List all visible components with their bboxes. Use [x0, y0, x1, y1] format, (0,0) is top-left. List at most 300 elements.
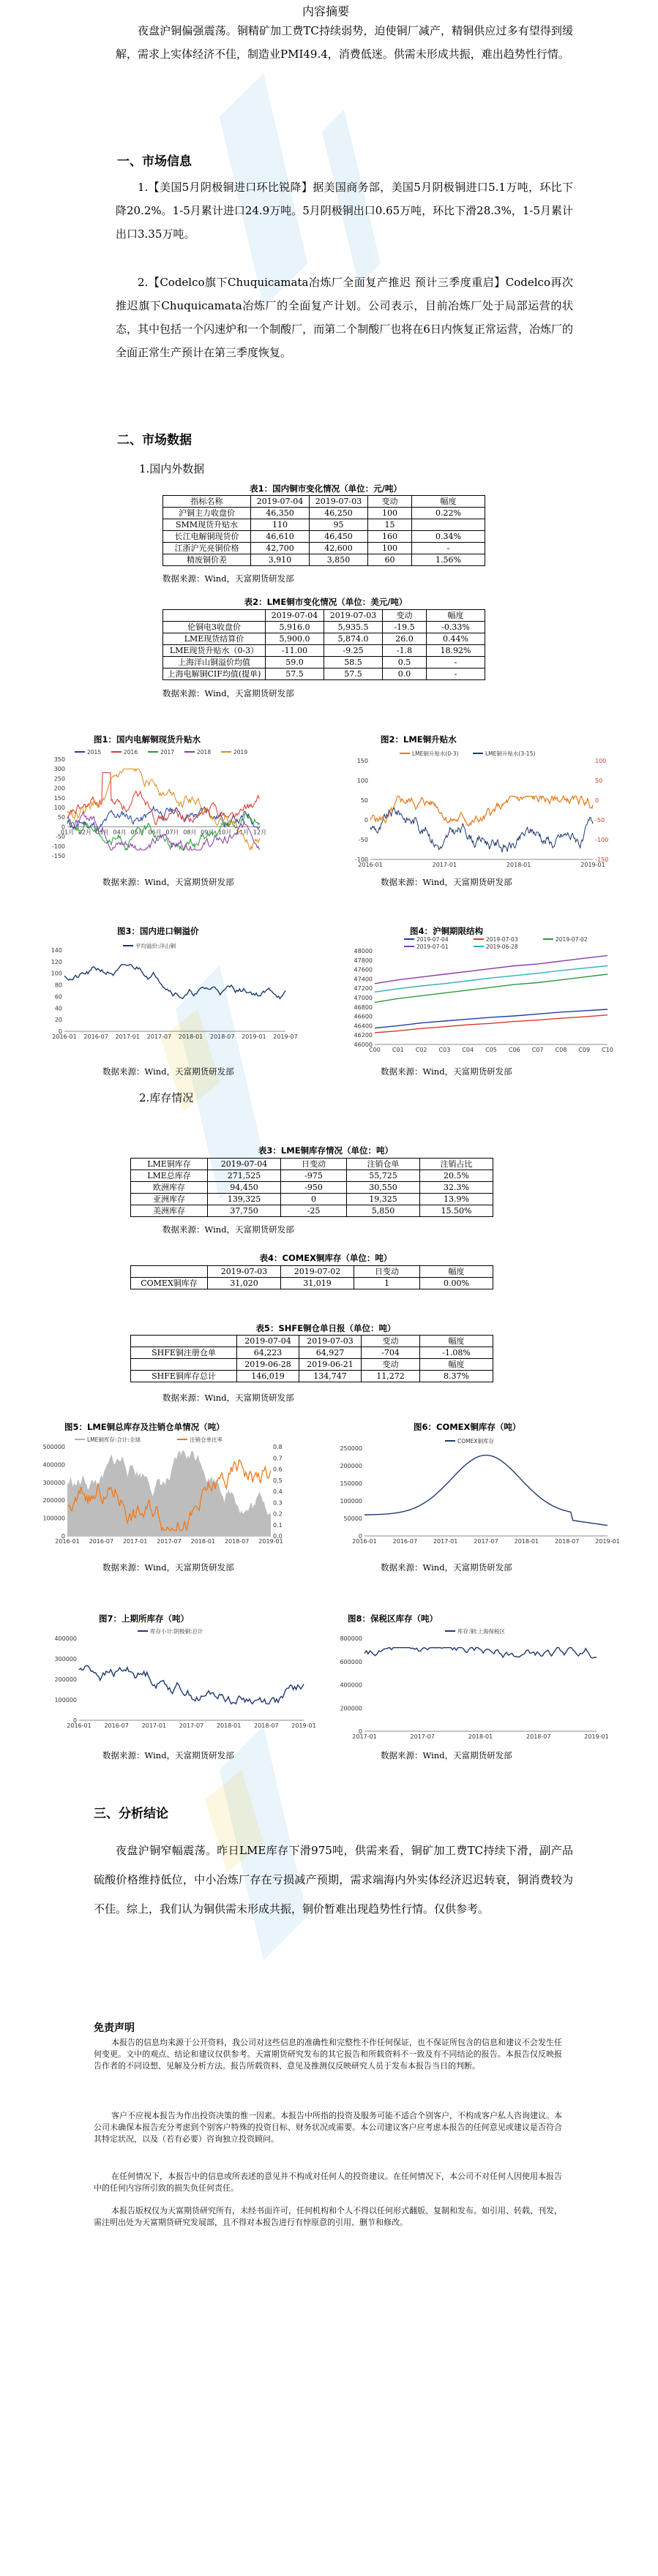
inventory-subtitle: 2.库存情况 [139, 1091, 194, 1104]
fig8-series-line [364, 1648, 597, 1658]
table2-cell: 57.5 [324, 669, 383, 680]
fig1-ytick: -100 [51, 843, 65, 850]
fig4-xtick: C08 [555, 1047, 567, 1053]
table2-cell [163, 610, 266, 622]
fig4-xtick: C03 [438, 1047, 451, 1053]
fig2-ytick-right: -50 [595, 817, 605, 824]
fig3-ytick: 100 [51, 970, 62, 977]
fig3-xtick: 2018-07 [209, 1033, 235, 1040]
table2-cell: -0.33% [427, 622, 485, 633]
table3-cell: 5,850 [347, 1205, 420, 1217]
table2-cell: -9.25 [324, 645, 383, 657]
fig1-xtick: 08月 [183, 829, 197, 836]
fig3-ytick: 80 [54, 982, 62, 989]
table2-cell: 0.44% [427, 633, 485, 645]
fig7-ytick: 400000 [54, 1635, 77, 1642]
fig7-legend-label: 库存小计:阴极铜:总计 [150, 1628, 203, 1635]
fig8-ytick: 0 [358, 1728, 362, 1735]
fig3-ytick: 20 [54, 1017, 62, 1024]
table1-cell: 100 [368, 543, 412, 554]
table3-cell: 美洲库存 [131, 1205, 208, 1217]
table2-cell: 5,935.5 [324, 622, 383, 633]
table5-cell: 幅度 [420, 1359, 493, 1371]
table5-cell: 64,223 [237, 1347, 299, 1359]
fig7-xtick: 2017-07 [179, 1722, 204, 1729]
fig3-title: 图3：国内进口铜溢价 [117, 926, 199, 936]
fig2-ytick: -50 [358, 837, 368, 843]
table3-cell: 13.9% [420, 1194, 493, 1205]
fig2-ytick: 50 [360, 797, 368, 804]
fig1-ytick: 200 [53, 785, 65, 792]
fig1-xtick: 11月 [235, 829, 250, 836]
fig5-ytick-right: 0.5 [273, 1477, 283, 1484]
table4-cell: 0.00% [420, 1278, 493, 1289]
table2-cell: 0.0 [383, 669, 427, 680]
fig7-xtick: 2016-01 [67, 1722, 91, 1729]
table1-row [163, 543, 485, 554]
fig5-ytick-right: 0.4 [273, 1488, 283, 1495]
table1-cell: 46,450 [310, 531, 368, 543]
fig4-legend-label: 2019-07-03 [486, 936, 518, 943]
table5-cell: SHFE铜注册仓单 [131, 1347, 237, 1359]
fig5-ytick-right: 0.3 [273, 1499, 283, 1507]
table3-cell: 37,750 [208, 1205, 281, 1217]
fig6-ytick: 0 [358, 1533, 362, 1540]
disclaimer-p2: 客户不应视本报告为作出投资决策的惟一因素。本报告中所指的投资及服务可能不适合个别客户，不构成客户私人咨询建议。本公司未确保本报告充分考虑到个别客户特殊的投资目标、财务状况或需要。本公司建议客户应考虑本报告的任何意见或建议是否符合其特定状况，以及（若有必要）咨询独立投资顾问。 [94, 2111, 562, 2144]
fig1-ytick: 350 [53, 756, 65, 763]
fig7-chart [44, 1625, 315, 1735]
fig6-xtick: 2017-01 [433, 1538, 458, 1545]
fig6-xtick: 2018-07 [554, 1538, 580, 1545]
table2 [162, 609, 485, 680]
table5-cell: 11,272 [362, 1371, 420, 1382]
fig6-series-line [364, 1455, 607, 1526]
fig4-ytick: 46400 [354, 1023, 373, 1030]
fig5-ytick-right: 0.8 [273, 1444, 283, 1450]
fig8-xtick: 2019-01 [584, 1733, 609, 1740]
table5-cell: 64,927 [299, 1347, 362, 1359]
fig1-ytick: 50 [57, 814, 65, 821]
table3-cell: 30,550 [347, 1182, 420, 1194]
fig3-xtick: 2018-01 [178, 1033, 203, 1040]
table1-cell: 3,850 [310, 554, 368, 566]
table3 [130, 1158, 493, 1217]
fig3-ytick: 40 [54, 1005, 62, 1012]
table2-cell: 57.5 [266, 669, 324, 680]
fig2-xtick: 2017-01 [432, 862, 457, 868]
table1-row [163, 508, 485, 519]
table1-cell: 95 [310, 519, 368, 531]
fig5-xtick: 2016-01 [55, 1538, 80, 1545]
table5-row [131, 1347, 493, 1359]
fig3-xtick: 2016-07 [83, 1033, 108, 1040]
fig7-xtick: 2018-07 [254, 1722, 279, 1729]
domestic-foreign-subtitle: 1.国内外数据 [139, 462, 205, 475]
table5-row [131, 1371, 493, 1382]
table5-cell: 2019-07-03 [299, 1336, 362, 1347]
table2-cell: LME现货结算价 [163, 633, 266, 645]
table4-cell: 31,019 [281, 1278, 354, 1289]
fig2-xtick: 2019-01 [580, 862, 605, 868]
fig4-legend-label: 2019-07-02 [556, 936, 588, 943]
fig6-xtick: 2018-01 [514, 1538, 539, 1545]
fig4-xtick: C02 [415, 1047, 427, 1053]
fig3-ytick: 140 [51, 947, 62, 954]
table1-row [163, 531, 485, 543]
table4-cell: 31,020 [208, 1278, 281, 1289]
table1-cell: 2019-07-04 [251, 496, 310, 508]
fig5-xtick: 2016-07 [89, 1538, 114, 1545]
fig8-xtick: 2018-07 [526, 1733, 551, 1740]
fig5-ytick: 0 [61, 1533, 65, 1540]
fig1-ytick: 300 [53, 766, 65, 773]
table1-cell: 指标名称 [163, 496, 251, 508]
fig5-ytick: 200000 [42, 1497, 65, 1504]
table3-source: 数据来源：Wind，天富期货研发部 [162, 1224, 294, 1235]
table1-row [163, 519, 485, 531]
disclaimer-title: 免责声明 [94, 2022, 135, 2034]
table3-cell: 20.5% [420, 1170, 493, 1182]
fig1-legend-label: 2016 [124, 749, 138, 756]
market-info-item-2: 2.【Codelco旗下Chuquicamata冶炼厂全面复产推迟 预计三季度重启】Codelco再次推迟旗下Chuquicamata冶炼厂的全面复产计划。公司表示，目前冶炼厂处于局部运营的状态，其中包括一个闪速炉和一个制酸厂，而第二个制酸厂也将在6日内恢复正常运营，冶炼厂的全面正常生产预计在第三季度恢复。 [116, 276, 573, 359]
fig8-chart [329, 1625, 607, 1746]
fig4-ytick: 46600 [354, 1013, 373, 1020]
fig1-xtick: 07月 [165, 829, 179, 836]
table3-cell: 32.3% [420, 1182, 493, 1194]
table1-caption: 表1：国内铜市变化情况（单位：元/吨） [250, 483, 402, 494]
fig7-xtick: 2018-01 [216, 1722, 242, 1729]
fig4-title: 图4：沪铜期限结构 [410, 926, 484, 936]
table2-cell: 58.5 [324, 657, 383, 669]
fig1-xtick: 02月 [78, 829, 92, 836]
fig1-xtick: 01月 [60, 829, 75, 836]
table1-cell: 160 [368, 531, 412, 543]
table3-cell: LME铜库存 [131, 1159, 208, 1170]
fig8-ytick: 800000 [340, 1635, 362, 1642]
table3-cell: 15.50% [420, 1205, 493, 1217]
fig6-xtick: 2016-01 [352, 1538, 377, 1545]
table1-cell: SMM现货升贴水 [163, 519, 251, 531]
fig3-xtick: 2017-01 [115, 1033, 141, 1040]
fig2-title: 图2：LME铜升贴水 [381, 734, 457, 745]
table2-row [163, 657, 485, 669]
fig4-ytick: 46200 [354, 1032, 373, 1039]
fig8-xtick: 2017-01 [352, 1733, 377, 1740]
table1-cell: 变动 [368, 496, 412, 508]
fig1-ytick: -150 [51, 853, 65, 859]
table1-source: 数据来源：Wind，天富期货研发部 [162, 573, 294, 584]
table1-cell: 42,700 [251, 543, 310, 554]
table5-cell: 134,747 [299, 1371, 362, 1382]
fig2-source: 数据来源：Wind，天富期货研发部 [381, 877, 512, 887]
table3-cell: 日变动 [281, 1159, 347, 1170]
fig2-xtick: 2016-01 [358, 862, 383, 868]
table2-cell: 5,916.0 [266, 622, 324, 633]
table5-cell: 146,019 [237, 1371, 299, 1382]
fig8-legend-label: 库存:铜:上海保税区 [457, 1628, 506, 1635]
fig5-ytick-right: 0.0 [273, 1533, 283, 1540]
table1-cell: 2019-07-03 [310, 496, 368, 508]
disclaimer-p4: 本报告版权仅为天富期货研究所有，未经书面许可，任何机构和个人不得以任何形式翻版、复制和发布。如引用、转载、刊发，需注明出处为天富期货研究发展部，且不得对本报告进行有悖原意的引用、删节和修改。 [94, 2206, 562, 2227]
table3-cell: 0 [281, 1194, 347, 1205]
table4-cell: 日变动 [354, 1266, 420, 1278]
fig2-ytick-right: 100 [595, 758, 607, 764]
table1-cell: 沪铜主力收盘价 [163, 508, 251, 519]
table2-cell: 59.0 [266, 657, 324, 669]
table2-cell: 18.92% [427, 645, 485, 657]
fig6-legend-label: COMEX铜库存 [457, 1438, 494, 1445]
fig1-xtick: 03月 [95, 829, 109, 836]
summary-text: 夜盘沪铜偏强震荡。铜精矿加工费TC持续弱势，迫使铜厂减产，精铜供应过多有望得到缓解，需求上实体经济不佳，制造业PMI49.4，消费低迷。供需未形成共振，难出趋势性行情。 [116, 24, 573, 61]
fig5-ytick: 100000 [42, 1515, 65, 1522]
fig5-ytick: 500000 [42, 1444, 65, 1450]
fig1-xtick: 09月 [201, 829, 214, 836]
fig7-xtick: 2019-01 [291, 1722, 316, 1729]
fig4-xtick: C07 [531, 1047, 544, 1053]
table2-cell: - [427, 657, 485, 669]
table2-source: 数据来源：Wind，天富期货研发部 [162, 688, 294, 698]
table1 [162, 495, 485, 566]
fig2-ytick: 100 [356, 777, 368, 784]
fig4-xtick: C09 [578, 1047, 591, 1053]
table1-cell: 0.22% [412, 508, 485, 519]
market-info-item-1: 1.【美国5月阴极铜进口环比锐降】据美国商务部，美国5月阴极铜进口5.1万吨，环比下降20.2%。1-5月累计进口24.9万吨。5月阴极铜出口0.65万吨，环比下滑28.3%，1-5月累计出口3.35万吨。 [116, 181, 573, 241]
table4-row [131, 1278, 493, 1289]
table1-cell: 1.56% [412, 554, 485, 566]
fig2-chart [344, 746, 622, 874]
disclaimer-p1: 本报告的信息均来源于公开资料，我公司对这些信息的准确性和完整性不作任何保证，也不保证所包含的信息和建议不会发生任何变更。文中的观点、结论和建议仅供参考。天富期货研究发布的其它报告和所载资料不一致及有不同结论的报告。本报告仅反映报告作者的不同设想、见解及分析方法。报告所载资料、意见及推测仅反映研究人员于发布本报告当日的判断。 [94, 2038, 562, 2071]
fig5-ytick-right: 0.6 [273, 1466, 283, 1473]
fig6-xtick: 2019-01 [595, 1538, 620, 1545]
table5-row [131, 1359, 493, 1371]
table5-cell: 2019-07-04 [237, 1336, 299, 1347]
fig1-xtick: 06月 [148, 829, 162, 836]
table4 [130, 1265, 493, 1289]
fig8-xtick: 2018-01 [468, 1733, 493, 1740]
fig5-ytick-right: 0.2 [273, 1510, 283, 1518]
table4-cell [131, 1266, 208, 1278]
table4-row [131, 1266, 493, 1278]
fig8-ytick: 200000 [340, 1705, 362, 1712]
table2-row [163, 633, 485, 645]
table2-cell: 幅度 [427, 610, 485, 622]
fig2-series-line [370, 796, 593, 826]
table3-cell: 55,725 [347, 1170, 420, 1182]
table3-cell: LME总库存 [131, 1170, 208, 1182]
fig3-ytick: 60 [54, 993, 62, 1001]
table5-cell: 2019-06-28 [237, 1359, 299, 1371]
fig5-ytick: 400000 [42, 1461, 65, 1469]
fig5-xtick: 2017-07 [157, 1538, 182, 1545]
fig6-source: 数据来源：Wind，天富期货研发部 [381, 1562, 512, 1573]
fig2b-legend-label: LME铜升贴水(3-15) [485, 750, 536, 757]
market-info-title: 一、市场信息 [117, 154, 192, 169]
table1-row [163, 496, 485, 508]
summary-title: 内容摘要 [302, 4, 350, 18]
fig4-ytick: 47400 [354, 976, 373, 983]
fig1-legend-label: 2015 [87, 749, 102, 756]
table1-cell [412, 519, 485, 531]
fig4-ytick: 48000 [354, 948, 373, 954]
fig2-ytick-right: 0 [595, 797, 599, 804]
fig4-ytick: 47800 [354, 957, 373, 964]
fig4-legend-label: 2019-06-28 [486, 944, 518, 950]
fig1-legend-label: 2017 [160, 749, 175, 756]
fig7-ytick: 200000 [54, 1676, 77, 1683]
table3-cell: 271,525 [208, 1170, 281, 1182]
fig7-title: 图7：上期所库存（吨） [99, 1613, 190, 1624]
table4-cell: COMEX铜库存 [131, 1278, 208, 1289]
fig2-ytick-right: -100 [595, 837, 609, 843]
fig1-chart [44, 746, 267, 874]
table2-cell: 伦铜电3收盘价 [163, 622, 266, 633]
fig4-xtick: C01 [392, 1047, 404, 1053]
fig5-xtick: 2018-01 [190, 1538, 216, 1545]
table3-row [131, 1159, 493, 1170]
table4-cell: 幅度 [420, 1266, 493, 1278]
fig5-title: 图5：LME铜总库存及注销仓单情况（吨） [64, 1422, 225, 1432]
fig4-legend-label: 2019-07-04 [416, 936, 449, 943]
market-data-title: 二、市场数据 [117, 433, 192, 448]
table2-cell: 上海电解铜CIF均值(提单) [163, 669, 266, 680]
fig7-ytick: 100000 [54, 1697, 77, 1703]
table2-caption: 表2：LME铜市变化情况（单位：美元/吨） [244, 597, 408, 607]
table3-cell: 2019-07-04 [208, 1159, 281, 1170]
table1-cell: 42,600 [310, 543, 368, 554]
fig1-title: 图1：国内电解铜现货升贴水 [94, 734, 201, 745]
fig7-series-line [79, 1665, 304, 1703]
fig4-ytick: 46000 [354, 1042, 373, 1048]
table5-cell: -1.08% [420, 1347, 493, 1359]
table2-cell: 变动 [383, 610, 427, 622]
fig6-ytick: 150000 [340, 1480, 362, 1487]
fig5-source: 数据来源：Wind，天富期货研发部 [102, 1562, 234, 1573]
fig3-ytick: 0 [58, 1028, 62, 1035]
fig7-xtick: 2017-01 [141, 1722, 167, 1729]
fig1-legend-label: 2019 [233, 749, 248, 756]
fig1-series-line [67, 773, 260, 825]
fig4-xtick: C06 [508, 1047, 520, 1053]
fig1-xtick: 12月 [253, 829, 267, 836]
fig4-ytick: 47000 [354, 995, 373, 1001]
fig1-ytick: -50 [55, 833, 65, 840]
table2-cell: -11.00 [266, 645, 324, 657]
fig6-chart [329, 1435, 620, 1552]
table1-cell: - [412, 543, 485, 554]
fig5-legend-label: LME铜库存:合计:全球 [87, 1436, 141, 1443]
table5 [130, 1335, 493, 1382]
fig3-xtick: 2019-07 [273, 1033, 298, 1040]
fig5-ytick-right: 0.7 [273, 1455, 283, 1462]
table2-cell: 5,874.0 [324, 633, 383, 645]
table5-cell [131, 1336, 237, 1347]
table2-cell: 上海洋山铜溢价均值 [163, 657, 266, 669]
fig4-xtick: C00 [369, 1047, 381, 1053]
fig4-ytick: 47600 [354, 966, 373, 973]
table1-cell: 46,610 [251, 531, 310, 543]
fig4-xtick: C05 [485, 1047, 497, 1053]
table2-cell: 5,900.0 [266, 633, 324, 645]
fig3-xtick: 2017-07 [146, 1033, 172, 1040]
table5-cell: 变动 [362, 1359, 420, 1371]
fig3-xtick: 2016-01 [52, 1033, 77, 1040]
fig2-ytick: -100 [354, 856, 368, 863]
table1-cell: 3,910 [251, 554, 310, 566]
table3-cell: -950 [281, 1182, 347, 1194]
table1-row [163, 554, 485, 566]
fig2-ytick-right: 50 [595, 777, 603, 784]
fig6-ytick: 100000 [340, 1498, 362, 1504]
table2-row [163, 610, 485, 622]
fig2-ytick-right: -150 [595, 856, 609, 863]
fig5-xtick: 2019-01 [258, 1538, 283, 1545]
table1-cell: 0.34% [412, 531, 485, 543]
table5-cell: 变动 [362, 1336, 420, 1347]
table1-cell: 长江电解铜现货价 [163, 531, 251, 543]
fig4-series-line [375, 1009, 607, 1028]
table4-cell: 2019-07-02 [281, 1266, 354, 1278]
fig4-source: 数据来源：Wind，天富期货研发部 [381, 1066, 512, 1077]
fig8-xtick: 2017-07 [410, 1733, 435, 1740]
table3-cell: 注销占比 [420, 1159, 493, 1170]
fig6-title: 图6：COMEX铜库存（吨） [414, 1422, 521, 1432]
fig1-ytick: 0 [61, 824, 65, 831]
table1-cell: 60 [368, 554, 412, 566]
fig7-xtick: 2016-07 [104, 1722, 129, 1729]
table4-cell: 2019-07-03 [208, 1266, 281, 1278]
table1-cell: 幅度 [412, 496, 485, 508]
fig1-ytick: 100 [53, 805, 65, 811]
table5-source: 数据来源：Wind，天富期货研发部 [162, 1393, 294, 1403]
table2-cell: -19.5 [383, 622, 427, 633]
fig4-ytick: 47200 [354, 985, 373, 993]
fig1-xtick: 05月 [130, 829, 144, 836]
fig4-ytick: 46800 [354, 1003, 373, 1011]
conclusion-title: 三、分析结论 [94, 1807, 168, 1821]
fig1-xtick: 10月 [218, 829, 232, 836]
fig2-ytick: 150 [356, 758, 368, 764]
table5-cell: 2019-06-21 [299, 1359, 362, 1371]
disclaimer-p3: 在任何情况下，本报告中的信息或所表述的意见并不构成对任何人的投资建议。在任何情况下，本公司不对任何人因使用本报告中的任何内容所引致的损失负任何责任。 [94, 2172, 562, 2193]
fig3-xtick: 2019-01 [242, 1033, 266, 1040]
fig8-title: 图8：保税区库存（吨） [348, 1613, 438, 1624]
table1-cell: 15 [368, 519, 412, 531]
fig5-xtick: 2017-01 [122, 1538, 148, 1545]
fig4-chart [344, 935, 615, 1059]
fig5-xtick: 2018-07 [224, 1538, 250, 1545]
table3-caption: 表3：LME铜库存情况（单位：吨） [258, 1145, 394, 1156]
fig7-source: 数据来源：Wind，天富期货研发部 [102, 1750, 234, 1760]
table1-cell: 精废铜价差 [163, 554, 251, 566]
fig6-ytick: 200000 [340, 1463, 362, 1469]
table3-cell: -25 [281, 1205, 347, 1217]
table2-cell: 2019-07-03 [324, 610, 383, 622]
table2-cell: LME现货升贴水（0-3） [163, 645, 266, 657]
table3-cell: 欧洲库存 [131, 1182, 208, 1194]
table2-cell: 2019-07-04 [266, 610, 324, 622]
fig3-legend-label: 平均溢价:洋山铜 [135, 943, 176, 949]
table2-row [163, 669, 485, 680]
fig8-ytick: 400000 [340, 1681, 362, 1689]
table3-cell: 注销仓单 [347, 1159, 420, 1170]
fig8-ytick: 600000 [340, 1658, 362, 1665]
table3-cell: 亚洲库存 [131, 1194, 208, 1205]
fig6-ytick: 50000 [343, 1515, 362, 1522]
fig3-series-line [64, 965, 285, 999]
table3-cell: 94,450 [208, 1182, 281, 1194]
fig4-xtick: C04 [462, 1047, 474, 1053]
fig2-series-line [370, 808, 593, 853]
